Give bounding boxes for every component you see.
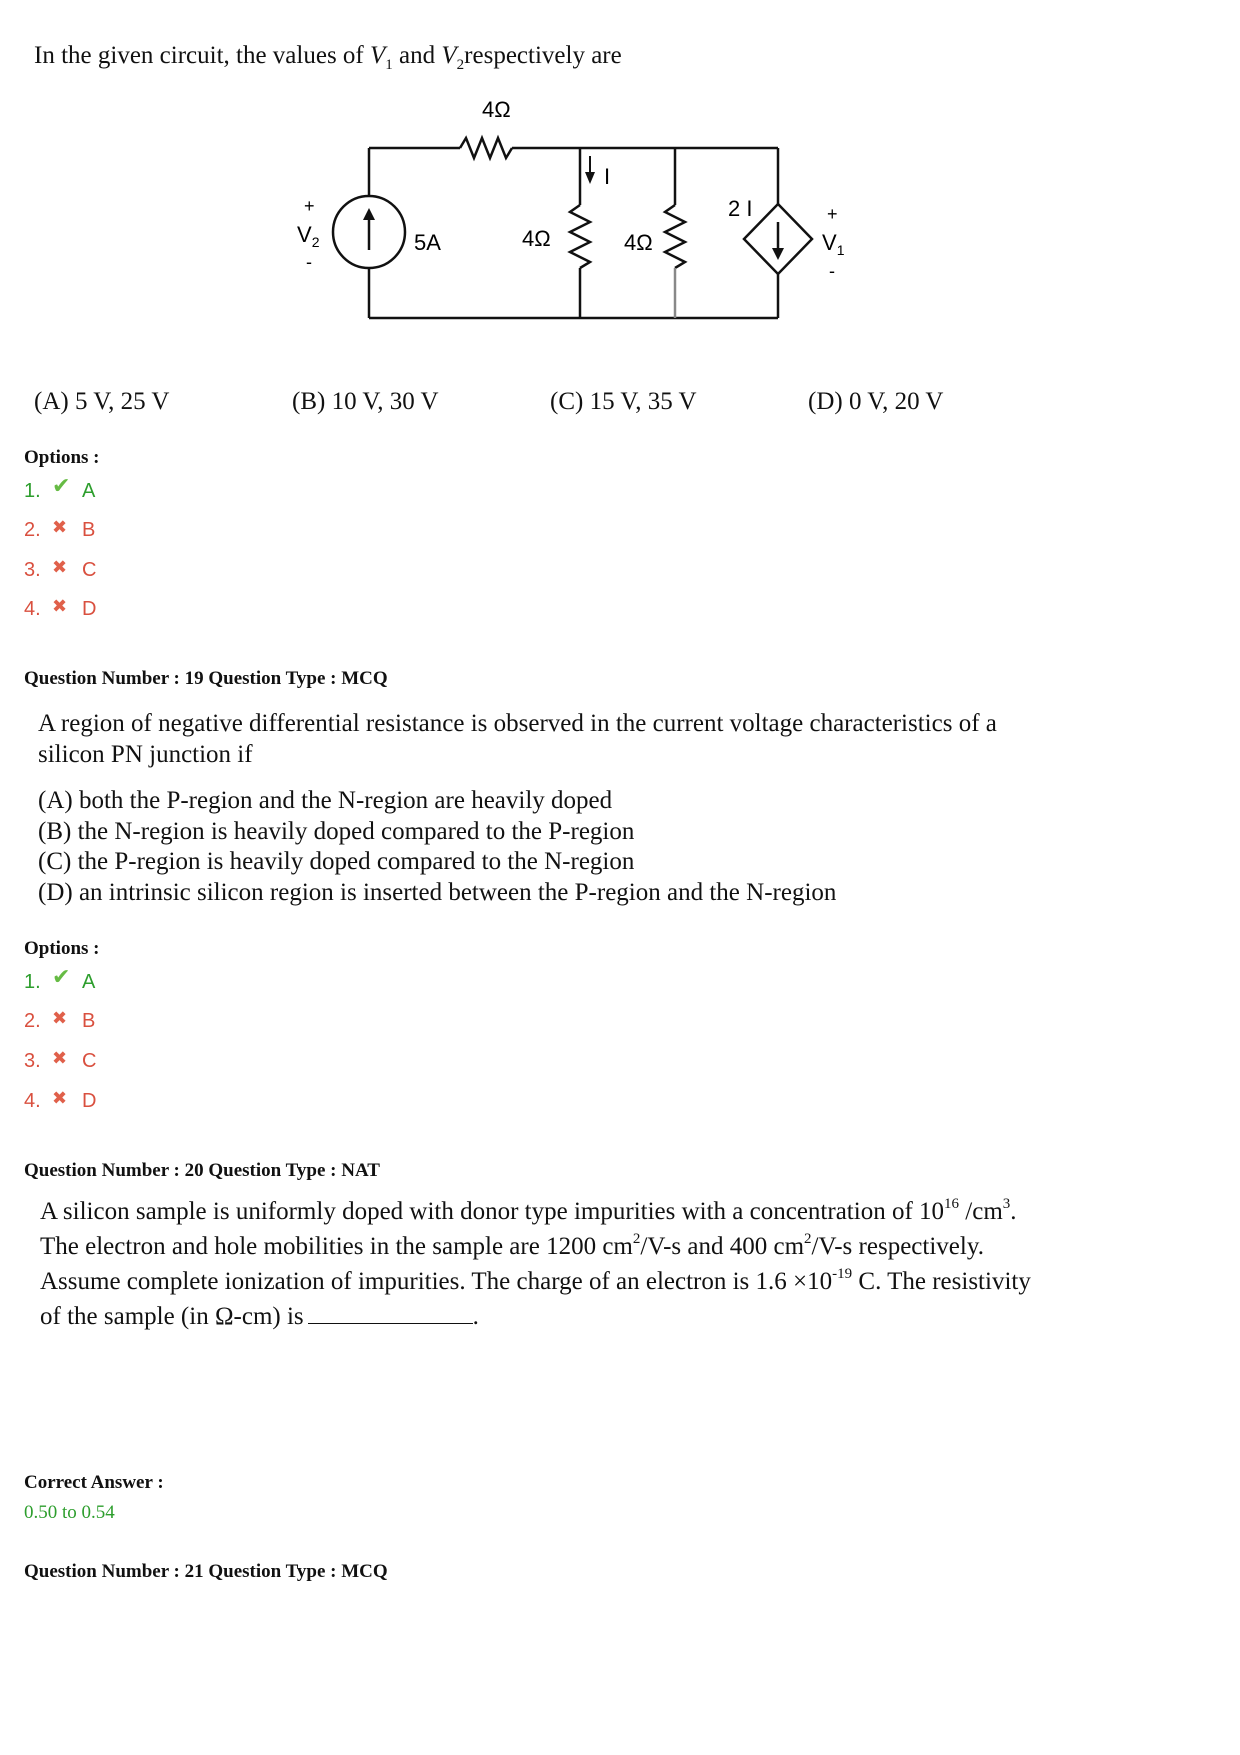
option-letter: A [82, 480, 96, 502]
current-arrow-icon [585, 172, 595, 184]
cross-icon: ✖ [52, 1048, 68, 1068]
mid-resistor-label: 4Ω [522, 226, 551, 251]
q18-choice-d: (D) 0 V, 20 V [808, 388, 944, 415]
text-run: The electron and hole mobilities in the sample are 1200 cm [40, 1233, 633, 1260]
q21-header: Question Number : 21 Question Type : MCQ [24, 1561, 388, 1582]
text-run: of the sample (in Ω-cm) is [40, 1303, 304, 1330]
text-run: . [1010, 1198, 1017, 1225]
text-run: /V-s and 400 cm [640, 1233, 805, 1260]
top-resistor-zigzag [460, 138, 512, 158]
cross-icon: ✖ [52, 517, 68, 537]
text-run: A silicon sample is uniformly doped with donor type impurities with a concentration of 10 [40, 1198, 945, 1225]
q19-stem-line: A region of negative differential resistance is observed in the current voltage characteristics of a [38, 710, 997, 737]
v2-plus: + [304, 196, 315, 216]
current-label: I [604, 164, 611, 189]
q19-options-label: Options : [24, 938, 100, 959]
option-letter: C [82, 1050, 97, 1072]
q20-line-4 [40, 1301, 1031, 1332]
cross-icon: ✖ [52, 1008, 68, 1028]
v1-plus: + [827, 204, 838, 224]
q18-stem [34, 40, 622, 75]
text-run: C. The resistivity [852, 1268, 1031, 1295]
exponent: -19 [832, 1266, 853, 1282]
source-arrow-icon [363, 208, 375, 220]
q19-stem [38, 708, 997, 770]
option-number: 1. [24, 480, 41, 502]
v2-minus: - [306, 252, 312, 272]
q18-stem-part: and [392, 42, 442, 69]
top-resistor-label: 4Ω [482, 97, 511, 122]
dependent-source-label: 2 I [728, 196, 753, 221]
text-run: . [472, 1303, 479, 1330]
q18-choice-a: (A) 5 V, 25 V [34, 388, 170, 415]
option-number: 3. [24, 559, 41, 581]
option-number: 4. [24, 1090, 41, 1112]
q19-choice-b: (B) the N-region is heavily doped compared to the P-region [38, 817, 635, 845]
source-value-label: 5A [414, 230, 441, 255]
exponent: 16 [944, 1196, 960, 1212]
v1-symbol: V [370, 42, 386, 69]
q20-answer-label: Correct Answer : [24, 1472, 164, 1493]
q20-stem [40, 1196, 1031, 1332]
q18-options-label: Options : [24, 447, 100, 468]
q19-choice-a: (A) both the P-region and the N-region are heavily doped [38, 787, 613, 814]
q19-stem-line: silicon PN junction if [38, 741, 253, 768]
text-run: /cm [959, 1198, 1003, 1225]
option-letter: D [82, 1090, 97, 1112]
option-number: 2. [24, 519, 41, 541]
option-letter: D [82, 598, 97, 620]
exponent: 3 [1002, 1196, 1011, 1212]
cross-icon: ✖ [52, 1088, 68, 1108]
cross-icon: ✖ [52, 557, 68, 577]
option-number: 3. [24, 1050, 41, 1072]
answer-blank [308, 1301, 473, 1324]
q20-line-3 [40, 1266, 1031, 1301]
v1-minus: - [829, 261, 835, 281]
text-run: Assume complete ionization of impurities. The charge of an electron is 1.6 ×10 [40, 1268, 833, 1295]
q20-line-1 [40, 1196, 1031, 1231]
q18-choice-c: (C) 15 V, 35 V [550, 388, 697, 415]
q19-choice-c: (C) the P-region is heavily doped compared to the N-region [38, 848, 635, 875]
option-number: 4. [24, 598, 41, 620]
q20-line-2 [40, 1231, 1031, 1266]
right-resistor-label: 4Ω [624, 230, 653, 255]
v2-subscript: 2 [456, 57, 465, 73]
option-number: 2. [24, 1010, 41, 1032]
v2-symbol: V [441, 42, 457, 69]
q20-answer-value: 0.50 to 0.54 [24, 1502, 115, 1523]
check-icon: ✔ [52, 964, 71, 989]
option-number: 1. [24, 971, 41, 993]
option-letter: B [82, 1010, 96, 1032]
q20-header: Question Number : 20 Question Type : NAT [24, 1160, 380, 1181]
q18-stem-part: In the given circuit, the values of [34, 42, 370, 69]
v1-label: $V_1$ [822, 230, 845, 258]
option-letter: B [82, 519, 96, 541]
dep-arrow-icon [772, 248, 784, 260]
q19-choices [38, 786, 836, 908]
right-resistor-zigzag [665, 205, 685, 268]
q18-stem-part: respectively are [464, 42, 622, 69]
exponent: 2 [632, 1231, 641, 1247]
exponent: 2 [804, 1231, 812, 1247]
option-letter: C [82, 559, 97, 581]
q19-choice-d: (D) an intrinsic silicon region is inserted between the P-region and the N-region [38, 878, 837, 906]
v1-subscript: 1 [385, 57, 393, 73]
q19-header: Question Number : 19 Question Type : MCQ [24, 668, 388, 689]
circuit-diagram [0, 80, 1240, 340]
text-run: /V-s respectively. [811, 1233, 984, 1260]
option-letter: A [82, 971, 96, 993]
q18-choice-b: (B) 10 V, 30 V [292, 388, 439, 415]
check-icon: ✔ [52, 473, 71, 498]
v2-label: $V_2$ [297, 222, 320, 250]
cross-icon: ✖ [52, 596, 68, 616]
mid-resistor-zigzag [570, 205, 590, 268]
